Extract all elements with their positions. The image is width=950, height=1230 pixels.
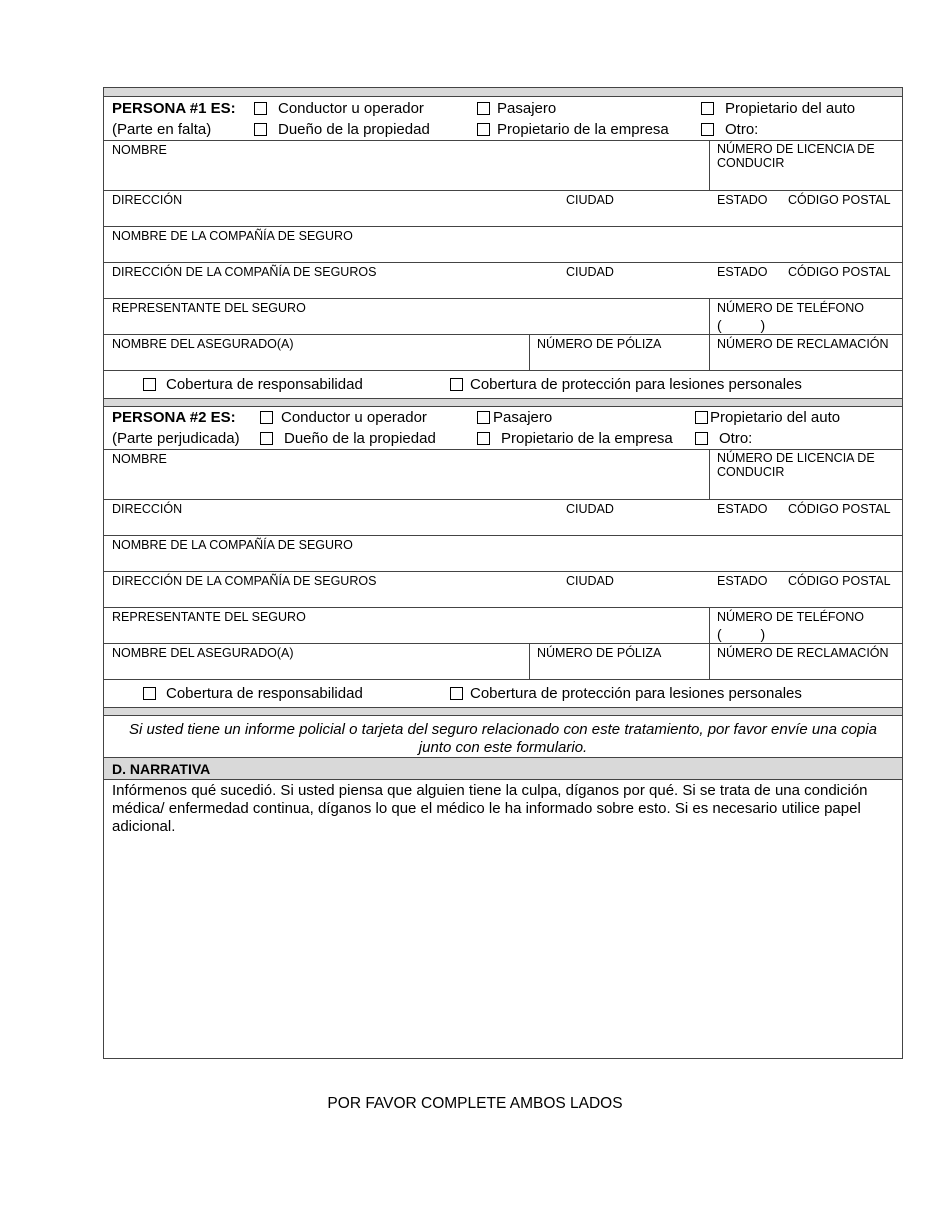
person2-insurer-address-field[interactable]: DIRECCIÓN DE LA COMPAÑÍA DE SEGUROS: [112, 574, 377, 588]
person1-insurer-address-field[interactable]: DIRECCIÓN DE LA COMPAÑÍA DE SEGUROS: [112, 265, 377, 279]
narrative-heading: D. NARRATIVA: [112, 761, 211, 777]
person1-pip-checkbox[interactable]: [450, 378, 463, 391]
person2-phone-field[interactable]: NÚMERO DE TELÉFONO: [717, 610, 865, 624]
person2-subtitle: (Parte perjudicada): [112, 430, 240, 447]
person1-insurer-city-field[interactable]: CIUDAD: [566, 265, 614, 279]
person2-zip-field[interactable]: CÓDIGO POSTAL: [788, 502, 891, 516]
person2-city-field[interactable]: CIUDAD: [566, 502, 614, 516]
person1-other-label: Otro:: [725, 121, 759, 138]
rule: [104, 96, 902, 97]
rule: [104, 499, 902, 500]
person1-zip-field[interactable]: CÓDIGO POSTAL: [788, 193, 891, 207]
person1-license-field[interactable]: NÚMERO DE LICENCIA DE CONDUCIR: [717, 142, 875, 170]
person2-insurer-name-field[interactable]: NOMBRE DE LA COMPAÑÍA DE SEGURO: [112, 538, 353, 552]
person1-business-owner-label: Propietario de la empresa: [497, 121, 669, 138]
rule: [104, 226, 902, 227]
section-shade-bar: [104, 399, 902, 406]
person1-car-owner-checkbox[interactable]: [701, 102, 714, 115]
rule: [529, 643, 530, 679]
narrative-instructions: Infórmenos qué sucedió. Si usted piensa que alguien tiene la culpa, díganos por qué. Si se trata de una condición médica/ enfermedad continua, díganos lo que el médico le ha informado sobre esto. Si es necesario utilice papel adicional.: [112, 782, 868, 835]
person2-business-owner-label: Propietario de la empresa: [501, 430, 673, 447]
person2-pip-label: Cobertura de protección para lesiones personales: [470, 685, 802, 702]
rule: [104, 571, 902, 572]
person1-passenger-label: Pasajero: [497, 100, 557, 117]
person1-insurer-name-field[interactable]: NOMBRE DE LA COMPAÑÍA DE SEGURO: [112, 229, 353, 243]
person2-name-field[interactable]: NOMBRE: [112, 452, 167, 466]
person1-city-field[interactable]: CIUDAD: [566, 193, 614, 207]
person2-liability-label: Cobertura de responsabilidad: [166, 685, 363, 702]
person1-address-field[interactable]: DIRECCIÓN: [112, 193, 183, 207]
section-shade-bar: [104, 708, 902, 715]
person1-policy-field[interactable]: NÚMERO DE PÓLIZA: [537, 337, 662, 351]
person2-title: PERSONA #2 ES:: [112, 409, 236, 426]
person1-phone-field[interactable]: NÚMERO DE TELÉFONO: [717, 301, 865, 315]
person1-subtitle: (Parte en falta): [112, 121, 212, 138]
rule: [529, 334, 530, 370]
rule: [104, 334, 902, 335]
person1-car-owner-label: Propietario del auto: [725, 100, 856, 117]
person1-liability-label: Cobertura de responsabilidad: [166, 376, 363, 393]
person2-address-field[interactable]: DIRECCIÓN: [112, 502, 183, 516]
person1-state-field[interactable]: ESTADO: [717, 193, 768, 207]
rule: [104, 370, 902, 371]
person2-claim-field[interactable]: NÚMERO DE RECLAMACIÓN: [717, 646, 889, 660]
person2-car-owner-checkbox[interactable]: [695, 411, 708, 424]
claim-form: [103, 87, 903, 1059]
person2-driver-checkbox[interactable]: [260, 411, 273, 424]
person1-phone-parens: ( ): [717, 317, 766, 333]
rule: [104, 262, 902, 263]
rule: [709, 449, 710, 499]
rule: [104, 140, 902, 141]
person1-agent-field[interactable]: REPRESENTANTE DEL SEGURO: [112, 301, 306, 315]
top-shade-bar: [104, 88, 902, 96]
rule: [104, 679, 902, 680]
rule: [104, 715, 902, 716]
person2-driver-label: Conductor u operador: [281, 409, 427, 426]
person1-business-owner-checkbox[interactable]: [477, 123, 490, 136]
person1-name-field[interactable]: NOMBRE: [112, 143, 167, 157]
person1-insurer-state-field[interactable]: ESTADO: [717, 265, 768, 279]
person1-passenger-checkbox[interactable]: [477, 102, 490, 115]
rule: [104, 449, 902, 450]
person2-liability-checkbox[interactable]: [143, 687, 156, 700]
person2-property-owner-checkbox[interactable]: [260, 432, 273, 445]
rule: [104, 643, 902, 644]
person1-property-owner-checkbox[interactable]: [254, 123, 267, 136]
person2-policy-field[interactable]: NÚMERO DE PÓLIZA: [537, 646, 662, 660]
person1-liability-checkbox[interactable]: [143, 378, 156, 391]
person2-license-field[interactable]: NÚMERO DE LICENCIA DE CONDUCIR: [717, 451, 875, 479]
rule: [104, 535, 902, 536]
person2-passenger-checkbox[interactable]: [477, 411, 490, 424]
person2-insurer-city-field[interactable]: CIUDAD: [566, 574, 614, 588]
person1-pip-label: Cobertura de protección para lesiones personales: [470, 376, 802, 393]
person1-driver-checkbox[interactable]: [254, 102, 267, 115]
rule: [104, 190, 902, 191]
rule: [709, 140, 710, 190]
rule: [104, 406, 902, 407]
person2-insurer-zip-field[interactable]: CÓDIGO POSTAL: [788, 574, 891, 588]
rule: [104, 779, 902, 780]
person2-phone-parens: ( ): [717, 626, 766, 642]
person2-passenger-label: Pasajero: [493, 409, 553, 426]
person1-driver-label: Conductor u operador: [278, 100, 424, 117]
person2-other-label: Otro:: [719, 430, 753, 447]
person1-title: PERSONA #1 ES:: [112, 100, 236, 117]
person2-pip-checkbox[interactable]: [450, 687, 463, 700]
person1-other-checkbox[interactable]: [701, 123, 714, 136]
narrative-header-bar: [104, 758, 902, 779]
person2-agent-field[interactable]: REPRESENTANTE DEL SEGURO: [112, 610, 306, 624]
page-footer: POR FAVOR COMPLETE AMBOS LADOS: [327, 1095, 623, 1112]
person2-state-field[interactable]: ESTADO: [717, 502, 768, 516]
person2-property-owner-label: Dueño de la propiedad: [284, 430, 436, 447]
narrative-writing-area[interactable]: [104, 838, 902, 1058]
person2-car-owner-label: Propietario del auto: [710, 409, 841, 426]
person2-other-checkbox[interactable]: [695, 432, 708, 445]
person2-insurer-state-field[interactable]: ESTADO: [717, 574, 768, 588]
rule: [104, 607, 902, 608]
person2-insured-name-field[interactable]: NOMBRE DEL ASEGURADO(A): [112, 646, 294, 660]
police-report-note: Si usted tiene un informe policial o tarjeta del seguro relacionado con este tratamiento, por favor envíe una copia junto con este formulario.: [129, 721, 877, 756]
person1-insured-name-field[interactable]: NOMBRE DEL ASEGURADO(A): [112, 337, 294, 351]
person1-claim-field[interactable]: NÚMERO DE RECLAMACIÓN: [717, 337, 889, 351]
person1-insurer-zip-field[interactable]: CÓDIGO POSTAL: [788, 265, 891, 279]
rule: [104, 298, 902, 299]
person2-business-owner-checkbox[interactable]: [477, 432, 490, 445]
person1-property-owner-label: Dueño de la propiedad: [278, 121, 430, 138]
